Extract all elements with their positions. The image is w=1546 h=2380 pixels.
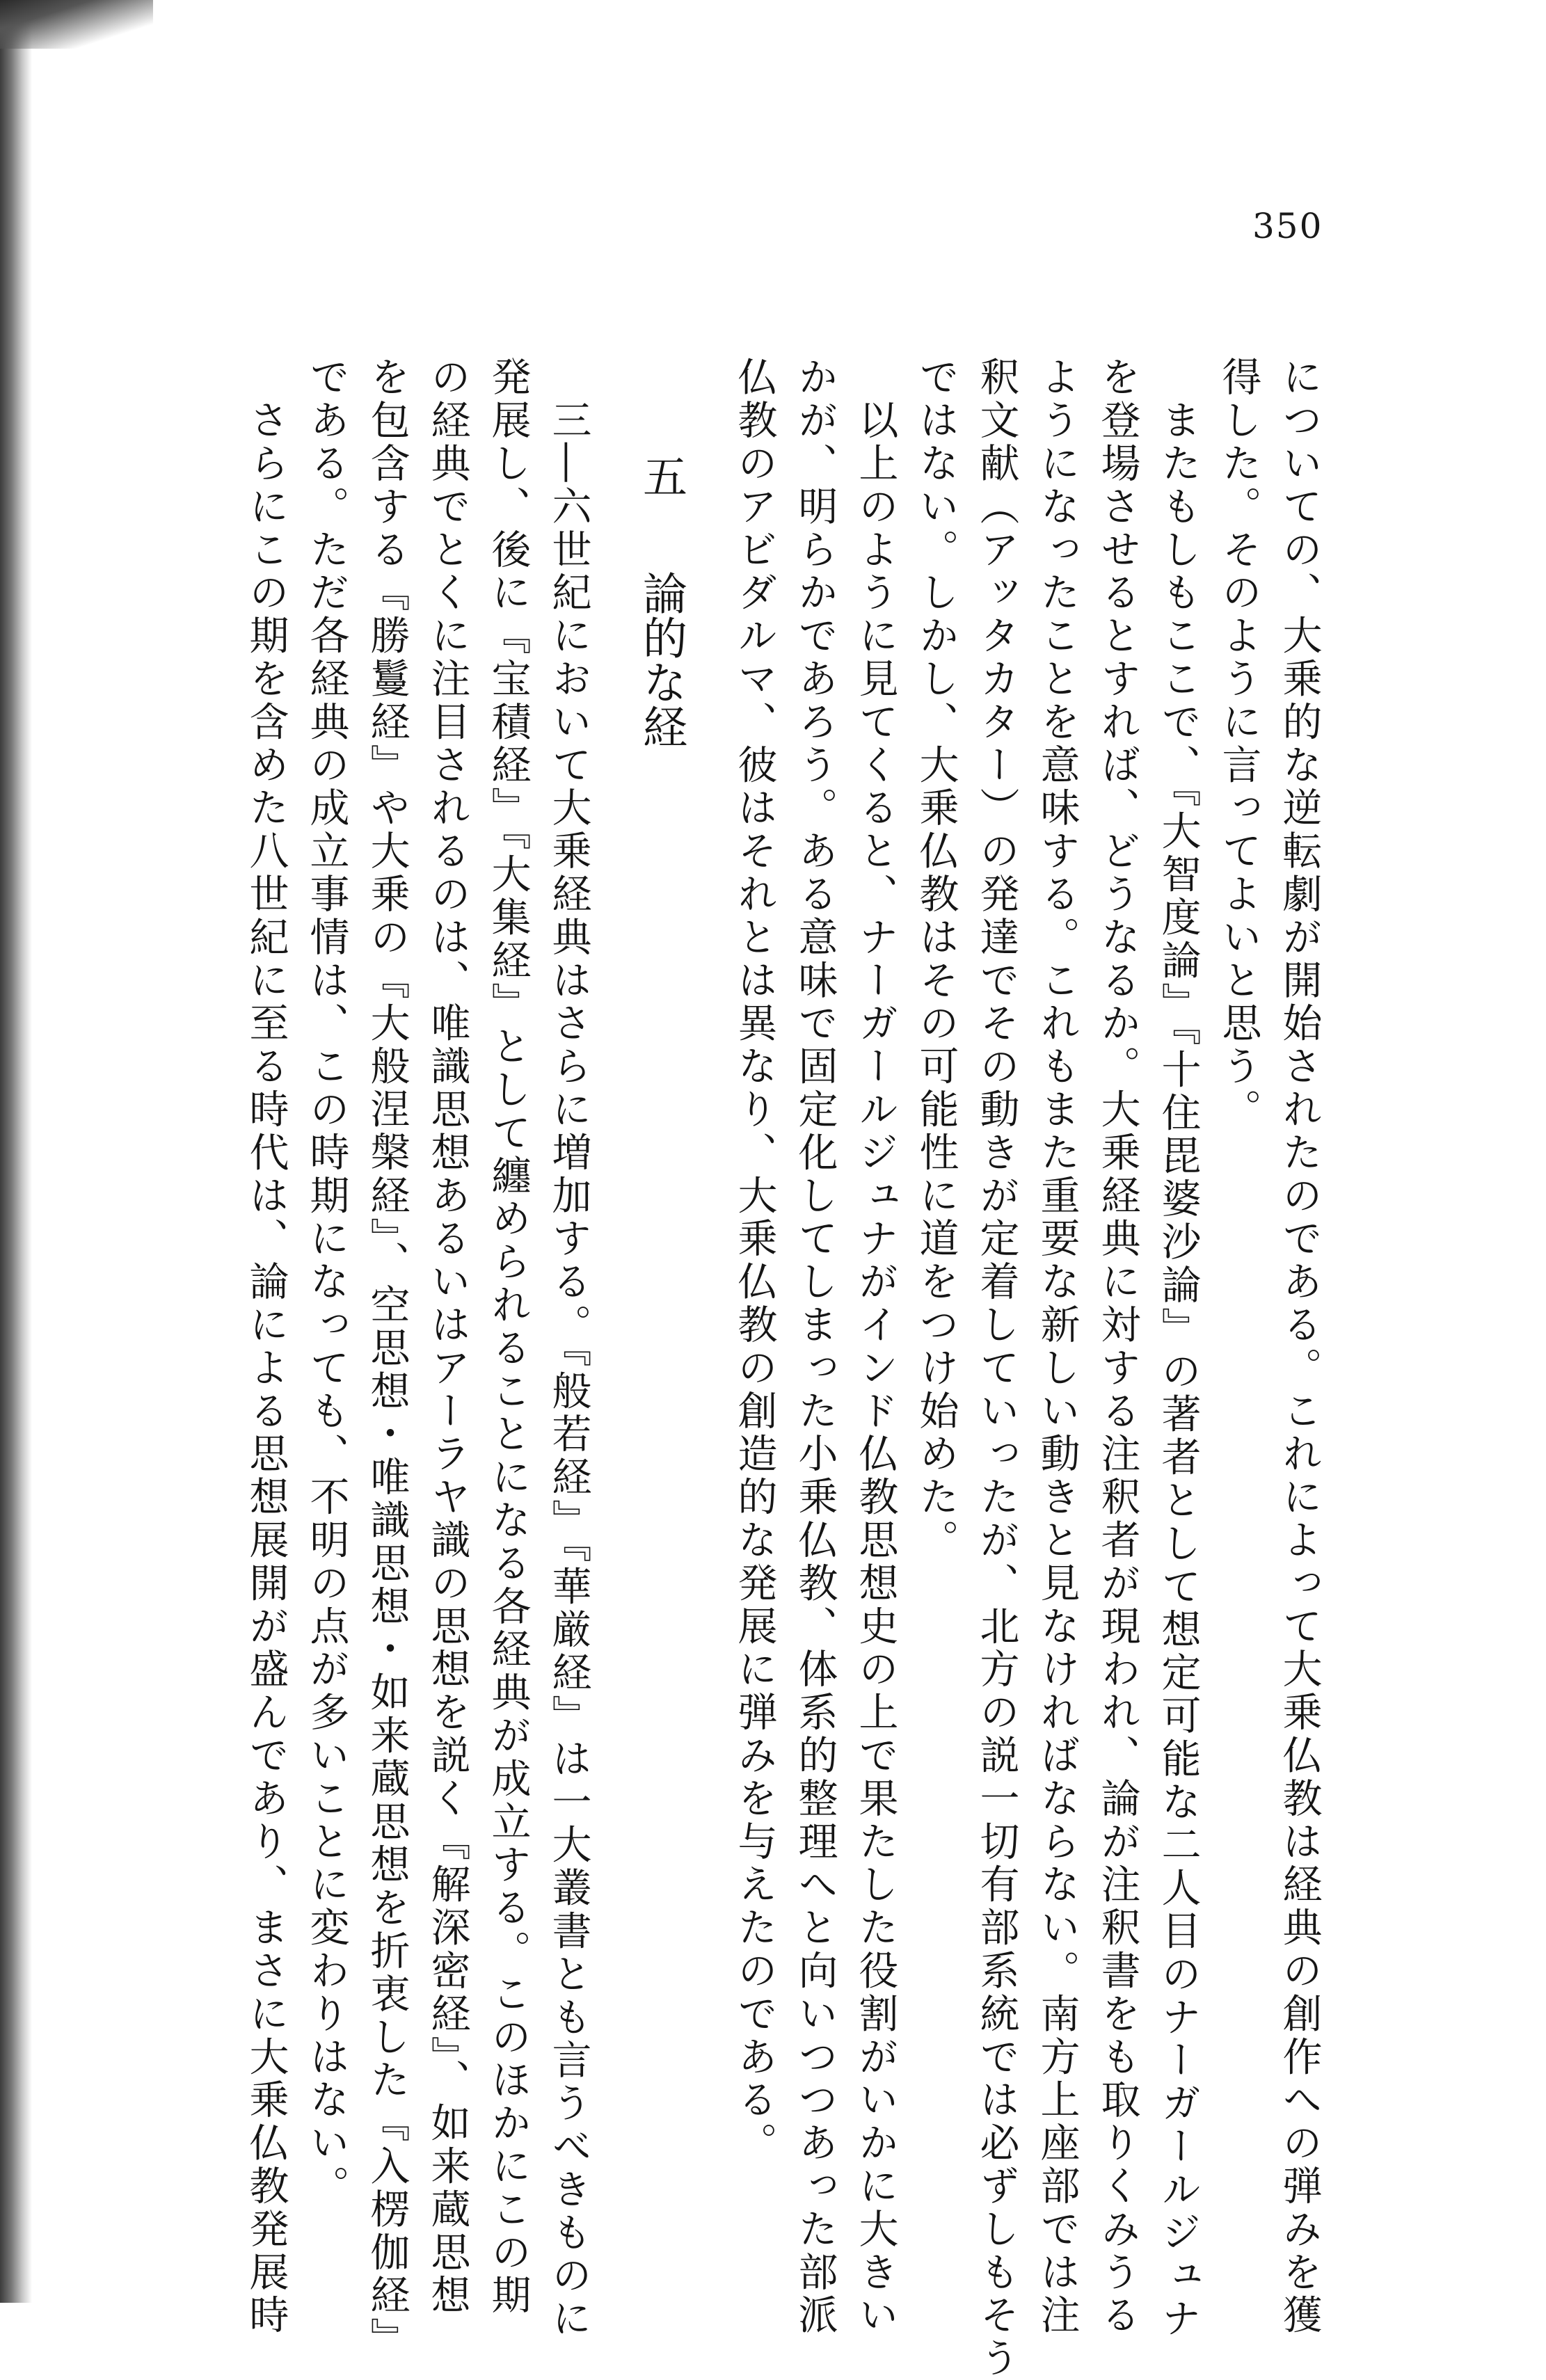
text-line: ではない。しかし、大乗仏教はその可能性に道をつけ始めた。 <box>913 356 959 1563</box>
vertical-text-body <box>174 356 1329 2380</box>
text-line: ようになったことを意味する。これもまた重要な新しい動きと見なければならない。南方上座部では注 <box>1034 356 1080 2338</box>
text-line: 仏教のアビダルマ、彼はそれとは異なり、大乗仏教の創造的な発展に弾みを与えたのである。 <box>731 356 777 2165</box>
page-number: 350 <box>1252 206 1323 246</box>
text-line: を登場させるとすれば、どうなるか。大乗経典に対する注釈者が現われ、論が注釈書をも取りくみうる <box>1094 356 1140 2338</box>
section-heading <box>598 356 724 1949</box>
scan-edge-shadow <box>0 0 32 2303</box>
text-line: またもしもここで、『大智度論』『十住毘婆沙論』の著者として想定可能な二人目のナーガールジュナ <box>1155 356 1201 2341</box>
text-line: 以上のように見てくると、ナーガールジュナがインド仏教思想史の上で果たした役割がいかに大きい <box>852 356 898 2338</box>
text-line: 釈文献（アッタカター）の発達でその動きが定着していったが、北方の説一切有部系統では必ずしもそう <box>973 356 1019 2380</box>
text-line: を包含する『勝鬘経』や大乗の『大般涅槃経』、空思想・唯識思想・如来蔵思想を折衷した『入楞伽経』 <box>364 356 410 2361</box>
scan-corner-shadow <box>0 0 153 49</box>
text-line: である。ただ各経典の成立事情は、この時期になっても、不明の点が多いことに変わりはない。 <box>303 356 349 2208</box>
text-line: 得した。そのように言ってよいと思う。 <box>1216 356 1261 1132</box>
text-line: 三―六世紀において大乗経典はさらに増加する。『般若経』『華厳経』は一大叢書とも言うべきものに <box>545 356 591 2341</box>
text-line: 発展し、後に『宝積経』『大集経』として纏められることになる各経典が成立する。このほかにこの期 <box>485 356 531 2317</box>
text-line: の経典でとくに注目されるのは、唯識思想あるいはアーラヤ識の思想を説く『解深密経』、如来蔵思想 <box>424 356 470 2317</box>
text-line: さらにこの期を含めた八世紀に至る時代は、論による思想展開が盛んであり、まさに大乗仏教発展時 <box>243 356 289 2338</box>
section-title: 論的な経 <box>635 570 687 749</box>
text-line: かが、明らかであろう。ある意味で固定化してしまった小乗仏教、体系的整理へと向いつつあった部派 <box>792 356 838 2338</box>
text-line: についての、大乗的な逆転劇が開始されたのである。これによって大乗仏教は経典の創作への弾みを獲 <box>1276 356 1322 2338</box>
section-number: 五 <box>635 454 687 498</box>
